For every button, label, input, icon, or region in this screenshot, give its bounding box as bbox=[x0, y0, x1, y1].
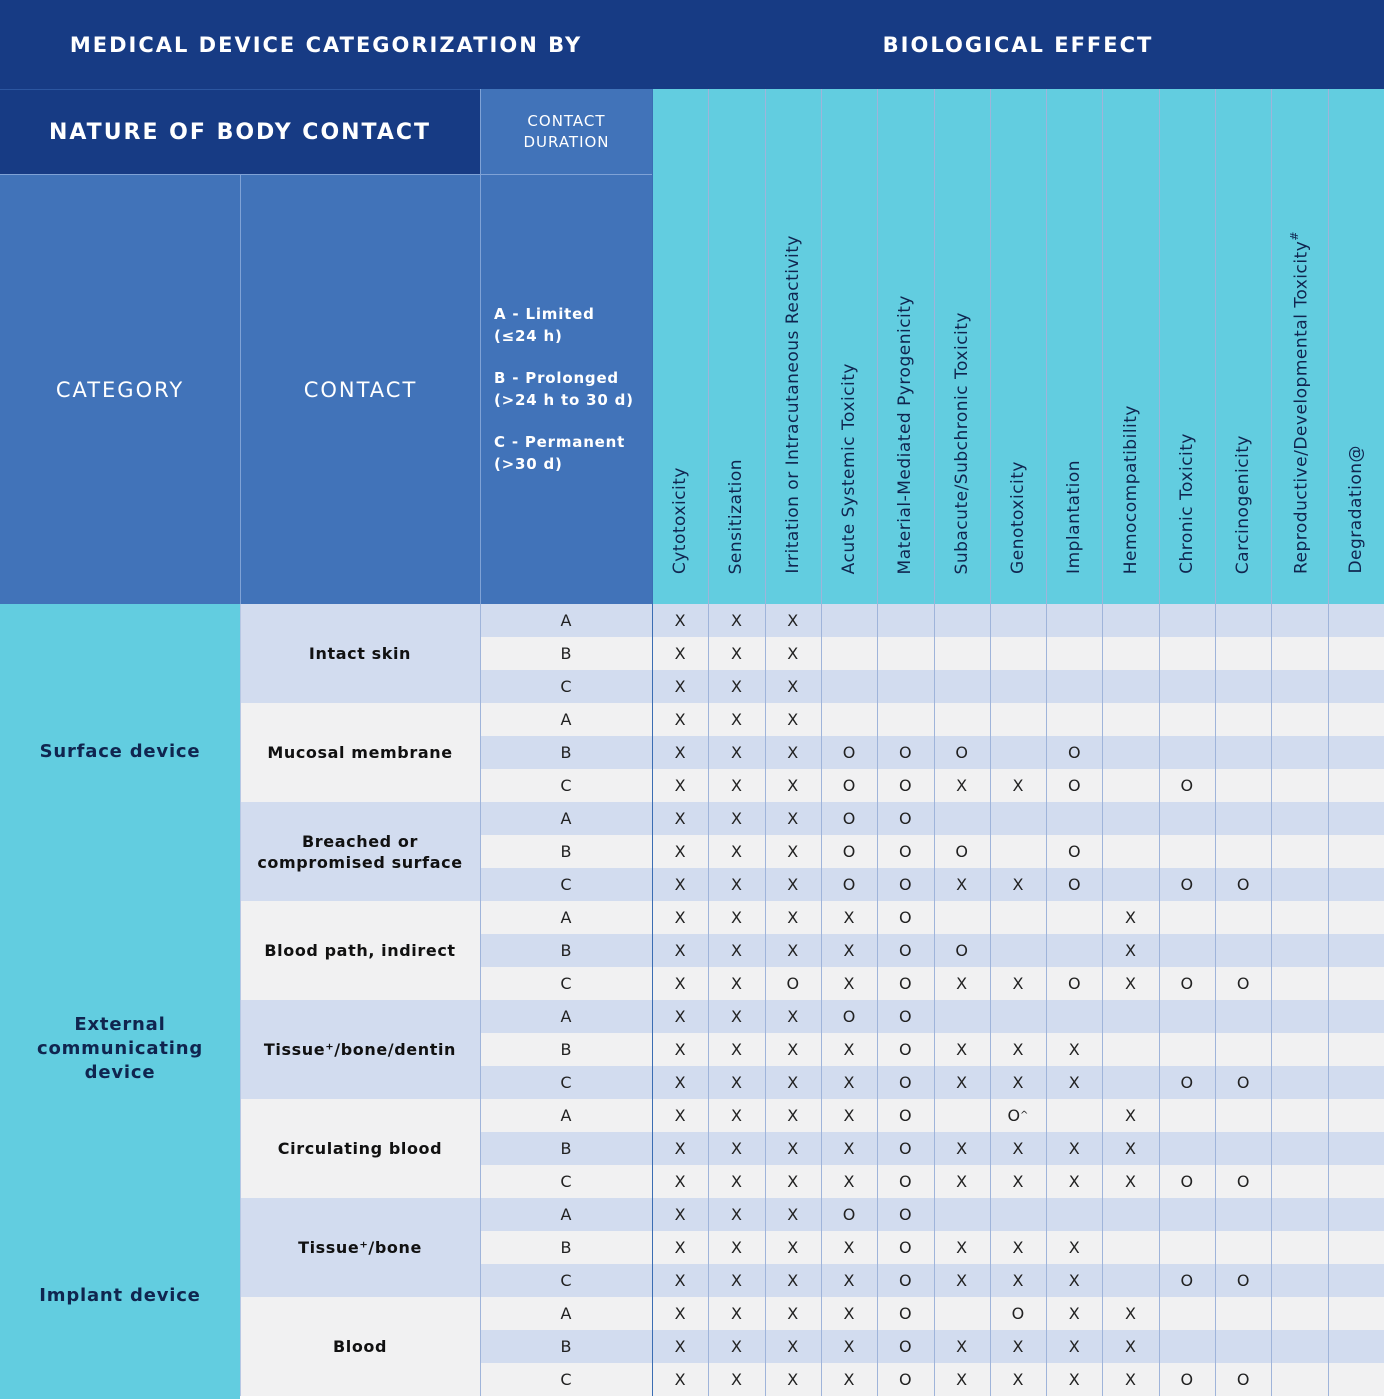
matrix-cell: O bbox=[1236, 875, 1250, 894]
duration-cell: B bbox=[560, 1238, 572, 1257]
matrix-cell: X bbox=[730, 1040, 742, 1059]
column-header-label: Carcinogenicity bbox=[1233, 434, 1254, 574]
grid-line bbox=[990, 89, 991, 1396]
contact-label: CONTACT bbox=[303, 377, 418, 402]
matrix-cell: X bbox=[787, 776, 799, 795]
legend-c-line1: C - Permanent bbox=[494, 433, 626, 451]
matrix-cell: X bbox=[843, 974, 855, 993]
matrix-cell: O bbox=[955, 743, 968, 762]
matrix-cell: X bbox=[730, 644, 742, 663]
column-header-implantation bbox=[1046, 89, 1102, 604]
legend-c-line2: (>30 d) bbox=[494, 455, 563, 473]
matrix-cell: O bbox=[1180, 1271, 1194, 1290]
matrix-cell: X bbox=[1068, 1172, 1080, 1191]
legend-b-line2: (>24 h to 30 d) bbox=[494, 391, 634, 409]
matrix-cell: X bbox=[956, 1337, 968, 1356]
matrix-cell: O bbox=[899, 1139, 912, 1158]
matrix-cell: X bbox=[1068, 1139, 1080, 1158]
nature-header bbox=[0, 89, 480, 174]
matrix-cell: X bbox=[1012, 1073, 1024, 1092]
column-header-label: Reproductive/Developmental Toxicity# bbox=[1287, 230, 1312, 574]
legend-a-line1: A - Limited bbox=[494, 305, 595, 323]
matrix-cell: X bbox=[1068, 1040, 1080, 1059]
column-header-chronic-toxicity bbox=[1159, 89, 1215, 604]
matrix-cell: X bbox=[1012, 875, 1024, 894]
column-header-irritation-or-intracutaneous-reactivity bbox=[765, 89, 821, 604]
column-header-genotoxicity bbox=[990, 89, 1046, 604]
matrix-cell: O bbox=[899, 1205, 912, 1224]
matrix-cell: X bbox=[956, 1370, 968, 1389]
matrix-cell: X bbox=[787, 710, 799, 729]
matrix-cell: O bbox=[899, 908, 912, 927]
matrix-cell: X bbox=[730, 1271, 742, 1290]
matrix-cell: X bbox=[787, 1304, 799, 1323]
matrix-cell: X bbox=[674, 1106, 686, 1125]
matrix-cell: X bbox=[674, 776, 686, 795]
contact-blood-path-indirect: Blood path, indirect bbox=[240, 901, 480, 1000]
grid-line bbox=[934, 89, 935, 1396]
matrix-cell: O bbox=[1236, 1271, 1250, 1290]
matrix-cell: O bbox=[1067, 776, 1081, 795]
matrix-cell: O bbox=[1180, 1073, 1194, 1092]
matrix-cell: X bbox=[1125, 1337, 1137, 1356]
matrix-cell: X bbox=[787, 1106, 799, 1125]
matrix-cell: X bbox=[1012, 1271, 1024, 1290]
grid-line bbox=[821, 89, 822, 1396]
column-header-label: Acute Systemic Toxicity bbox=[839, 362, 860, 574]
footnote-mark: # bbox=[1287, 230, 1301, 241]
duration-header bbox=[480, 89, 652, 174]
matrix-cell: O bbox=[899, 809, 912, 828]
matrix-cell: O bbox=[842, 875, 856, 894]
matrix-cell: X bbox=[843, 941, 855, 960]
matrix-cell: X bbox=[730, 875, 742, 894]
matrix-cell: X bbox=[1068, 1337, 1080, 1356]
matrix-cell: X bbox=[787, 1172, 799, 1191]
matrix-cell: O bbox=[955, 941, 968, 960]
column-header-material-mediated-pyrogenicity bbox=[877, 89, 933, 604]
column-header-label: Implantation bbox=[1064, 460, 1085, 574]
duration-cell: A bbox=[560, 611, 572, 630]
column-header-label: Material-Mediated Pyrogenicity bbox=[895, 294, 916, 574]
nature-title: NATURE OF BODY CONTACT bbox=[48, 119, 432, 145]
matrix-cell: X bbox=[1012, 974, 1024, 993]
contact-blood: Blood bbox=[240, 1297, 480, 1396]
header-right-title: BIOLOGICAL EFFECT bbox=[882, 32, 1154, 57]
matrix-cell: X bbox=[956, 974, 968, 993]
matrix-cell: X bbox=[674, 875, 686, 894]
matrix-cell: X bbox=[843, 1040, 855, 1059]
matrix-cell: O bbox=[899, 1106, 912, 1125]
matrix-cell: O bbox=[899, 743, 912, 762]
matrix-cell: X bbox=[730, 908, 742, 927]
matrix-cell: X bbox=[674, 1271, 686, 1290]
matrix-cell: O bbox=[899, 1007, 912, 1026]
category-label: CATEGORY bbox=[55, 377, 185, 402]
matrix-cell: X bbox=[956, 1271, 968, 1290]
duration-cell: A bbox=[560, 710, 572, 729]
duration-cell: C bbox=[560, 776, 572, 795]
matrix-cell: O bbox=[842, 842, 856, 861]
matrix-cell: X bbox=[1125, 1139, 1137, 1158]
grid-line bbox=[1159, 89, 1160, 1396]
duration-cell: B bbox=[560, 941, 572, 960]
duration-cell: C bbox=[560, 677, 572, 696]
matrix-cell: X bbox=[730, 809, 742, 828]
grid-line bbox=[240, 604, 241, 1396]
matrix-cell: O bbox=[1180, 1370, 1194, 1389]
matrix-cell: X bbox=[730, 776, 742, 795]
matrix-cell: O bbox=[1067, 743, 1081, 762]
matrix-cell: X bbox=[843, 1106, 855, 1125]
matrix-cell: X bbox=[674, 644, 686, 663]
column-header-hemocompatibility bbox=[1102, 89, 1158, 604]
matrix-cell: X bbox=[674, 1238, 686, 1257]
matrix-cell: X bbox=[1068, 1238, 1080, 1257]
matrix-cell: O bbox=[842, 743, 856, 762]
matrix-cell: O bbox=[899, 1073, 912, 1092]
matrix-cell: X bbox=[787, 1271, 799, 1290]
matrix-cell: O bbox=[842, 1007, 856, 1026]
matrix-cell: X bbox=[674, 1040, 686, 1059]
column-header-degradation bbox=[1328, 89, 1384, 604]
legend-b-line1: B - Prolonged bbox=[494, 369, 619, 387]
matrix-cell: O bbox=[899, 776, 912, 795]
category-header bbox=[0, 174, 240, 604]
contact-tissue-bone-dentin: Tissue⁺/bone/dentin bbox=[240, 1000, 480, 1099]
matrix-cell: X bbox=[787, 1238, 799, 1257]
matrix-cell: O bbox=[842, 1205, 856, 1224]
matrix-cell: X bbox=[730, 1139, 742, 1158]
duration-legend bbox=[480, 174, 652, 604]
duration-cell: B bbox=[560, 1139, 572, 1158]
legend-spacer bbox=[494, 411, 652, 431]
matrix-cell: X bbox=[730, 1304, 742, 1323]
duration-cell: C bbox=[560, 1271, 572, 1290]
column-header-label: Cytotoxicity bbox=[670, 466, 691, 574]
column-header-cytotoxicity bbox=[652, 89, 708, 604]
footnote-mark: ^ bbox=[1020, 1110, 1029, 1121]
duration-cell: A bbox=[560, 1007, 572, 1026]
matrix-cell: X bbox=[730, 1205, 742, 1224]
matrix-cell: X bbox=[787, 1007, 799, 1026]
matrix-cell: O bbox=[899, 974, 912, 993]
matrix-cell: X bbox=[674, 842, 686, 861]
matrix-cell: O bbox=[899, 842, 912, 861]
matrix-cell: X bbox=[787, 809, 799, 828]
matrix-cell: X bbox=[730, 710, 742, 729]
matrix-cell: X bbox=[1125, 974, 1137, 993]
matrix-cell: X bbox=[956, 1040, 968, 1059]
matrix-cell: X bbox=[730, 1007, 742, 1026]
duration-cell: C bbox=[560, 875, 572, 894]
legend-spacer bbox=[494, 347, 652, 367]
duration-cell: C bbox=[560, 1370, 572, 1389]
duration-cell: C bbox=[560, 1073, 572, 1092]
matrix-cell: X bbox=[674, 1007, 686, 1026]
duration-cell: B bbox=[560, 743, 572, 762]
matrix-cell: X bbox=[1012, 1370, 1024, 1389]
matrix-cell: X bbox=[674, 1205, 686, 1224]
category-surface-device: Surface device bbox=[39, 741, 201, 762]
matrix-cell: X bbox=[956, 1238, 968, 1257]
matrix-cell: X bbox=[674, 1370, 686, 1389]
duration-cell: A bbox=[560, 1205, 572, 1224]
matrix-cell: X bbox=[843, 908, 855, 927]
grid-line bbox=[1215, 89, 1216, 1396]
matrix-cell: X bbox=[1068, 1073, 1080, 1092]
contact-header bbox=[240, 174, 480, 604]
matrix-cell: O bbox=[899, 875, 912, 894]
matrix-cell: X bbox=[674, 809, 686, 828]
grid-line bbox=[1046, 89, 1047, 1396]
grid-line bbox=[708, 89, 709, 1396]
matrix-cell: X bbox=[787, 1040, 799, 1059]
matrix-cell: X bbox=[843, 1139, 855, 1158]
header-right-band bbox=[652, 0, 1384, 89]
matrix-cell: X bbox=[1012, 1139, 1024, 1158]
matrix-cell: X bbox=[730, 941, 742, 960]
matrix-cell: X bbox=[1012, 1040, 1024, 1059]
grid-line bbox=[480, 604, 481, 1396]
matrix-cell: X bbox=[787, 1073, 799, 1092]
matrix-cell: O bbox=[899, 1271, 912, 1290]
matrix-cell: O bbox=[1067, 974, 1081, 993]
matrix-cell: O bbox=[1180, 776, 1194, 795]
duration-cell: A bbox=[560, 1106, 572, 1125]
contact-mucosal-membrane: Mucosal membrane bbox=[240, 703, 480, 802]
matrix-cell: X bbox=[787, 1205, 799, 1224]
matrix-cell: X bbox=[1125, 1304, 1137, 1323]
matrix-cell: O bbox=[1236, 1073, 1250, 1092]
matrix-cell: X bbox=[1012, 1238, 1024, 1257]
matrix-cell: X bbox=[787, 842, 799, 861]
header-left-title: MEDICAL DEVICE CATEGORIZATION BY bbox=[69, 32, 583, 57]
matrix-cell: X bbox=[674, 743, 686, 762]
matrix-cell: X bbox=[730, 743, 742, 762]
matrix-cell: X bbox=[787, 1370, 799, 1389]
legend-a-line2: (≤24 h) bbox=[494, 327, 563, 345]
matrix-cell: O bbox=[1180, 875, 1194, 894]
matrix-cell: X bbox=[843, 1337, 855, 1356]
matrix-cell: X bbox=[787, 611, 799, 630]
grid-line bbox=[877, 89, 878, 1396]
matrix-cell: X bbox=[787, 908, 799, 927]
grid-line bbox=[652, 89, 653, 1396]
matrix-cell: O bbox=[842, 776, 856, 795]
column-header-label: Hemocompatibility bbox=[1120, 404, 1141, 574]
matrix-cell: O bbox=[1180, 974, 1194, 993]
matrix-cell: O bbox=[899, 1040, 912, 1059]
matrix-cell: X bbox=[674, 1073, 686, 1092]
matrix-cell: O bbox=[1236, 974, 1250, 993]
matrix-cell: X bbox=[956, 776, 968, 795]
duration-cell: B bbox=[560, 1040, 572, 1059]
matrix-cell: X bbox=[730, 842, 742, 861]
column-header-label: Subacute/Subchronic Toxicity bbox=[951, 311, 972, 574]
matrix-cell: X bbox=[1068, 1304, 1080, 1323]
matrix-cell: X bbox=[730, 1238, 742, 1257]
matrix-cell: O ^ bbox=[1007, 1106, 1029, 1125]
matrix-cell: X bbox=[1125, 1106, 1137, 1125]
grid-line bbox=[765, 89, 766, 1396]
column-header-label: Sensitization bbox=[726, 458, 747, 574]
duration-cell: B bbox=[560, 1337, 572, 1356]
grid-line bbox=[1328, 89, 1329, 1396]
column-header-subacute-subchronic-toxicity bbox=[934, 89, 990, 604]
duration-cell: A bbox=[560, 908, 572, 927]
matrix-cell: X bbox=[730, 1172, 742, 1191]
category-implant-device: Implant device bbox=[39, 1285, 201, 1306]
matrix-cell: X bbox=[1125, 941, 1137, 960]
matrix-cell: X bbox=[674, 611, 686, 630]
matrix-cell: X bbox=[730, 1073, 742, 1092]
matrix-cell: X bbox=[730, 974, 742, 993]
duration-cell: C bbox=[560, 974, 572, 993]
matrix-cell: X bbox=[674, 710, 686, 729]
matrix-cell: X bbox=[730, 1370, 742, 1389]
column-header-label: Irritation or Intracutaneous Reactivity bbox=[782, 235, 803, 574]
matrix-cell: O bbox=[899, 941, 912, 960]
column-header-carcinogenicity bbox=[1215, 89, 1271, 604]
matrix-cell: X bbox=[843, 1073, 855, 1092]
matrix-cell: X bbox=[674, 974, 686, 993]
matrix-cell: X bbox=[730, 611, 742, 630]
matrix-cell: X bbox=[1068, 1370, 1080, 1389]
matrix-cell: X bbox=[674, 908, 686, 927]
column-header-label: Chronic Toxicity bbox=[1176, 433, 1197, 574]
matrix-cell: X bbox=[843, 1172, 855, 1191]
matrix-cell: X bbox=[730, 1106, 742, 1125]
column-header-sensitization bbox=[708, 89, 764, 604]
matrix-cell: O bbox=[1236, 1370, 1250, 1389]
matrix-cell: X bbox=[674, 1304, 686, 1323]
matrix-cell: X bbox=[674, 1172, 686, 1191]
contact-breached-or-compromised-surface: Breached or compromised surface bbox=[240, 802, 480, 901]
matrix-cell: X bbox=[787, 743, 799, 762]
duration-title-line2: DURATION bbox=[523, 132, 610, 151]
matrix-cell: O bbox=[1067, 842, 1081, 861]
matrix-cell: X bbox=[674, 1139, 686, 1158]
matrix-cell: X bbox=[730, 1337, 742, 1356]
matrix-cell: X bbox=[843, 1370, 855, 1389]
matrix-cell: O bbox=[1180, 1172, 1194, 1191]
matrix-cell: O bbox=[899, 1370, 912, 1389]
duration-cell: C bbox=[560, 1172, 572, 1191]
matrix-cell: X bbox=[956, 1139, 968, 1158]
matrix-cell: X bbox=[1012, 1337, 1024, 1356]
matrix-cell: X bbox=[1068, 1271, 1080, 1290]
matrix-cell: X bbox=[956, 1073, 968, 1092]
matrix-cell: O bbox=[899, 1337, 912, 1356]
matrix-cell: X bbox=[843, 1304, 855, 1323]
matrix-cell: X bbox=[674, 1337, 686, 1356]
matrix-cell: X bbox=[787, 875, 799, 894]
column-header-label: Degradation@ bbox=[1345, 445, 1366, 574]
matrix-cell: X bbox=[956, 875, 968, 894]
matrix-cell: O bbox=[842, 809, 856, 828]
duration-cell: B bbox=[560, 644, 572, 663]
matrix-cell: X bbox=[843, 1238, 855, 1257]
matrix-cell: X bbox=[843, 1271, 855, 1290]
matrix-cell: X bbox=[787, 1139, 799, 1158]
matrix-cell: O bbox=[786, 974, 800, 993]
column-header-reproductive-developmental-toxicity bbox=[1271, 89, 1327, 604]
matrix-cell: O bbox=[1236, 1172, 1250, 1191]
matrix-cell: X bbox=[787, 677, 799, 696]
grid-line bbox=[1271, 89, 1272, 1396]
contact-intact-skin: Intact skin bbox=[240, 604, 480, 703]
contact-circulating-blood: Circulating blood bbox=[240, 1099, 480, 1198]
matrix-cell: X bbox=[1012, 776, 1024, 795]
matrix-cell: O bbox=[1011, 1304, 1025, 1323]
category-external-communicating-device: External communicating device bbox=[36, 1014, 204, 1083]
duration-cell: B bbox=[560, 842, 572, 861]
duration-title-line1: CONTACT bbox=[527, 111, 606, 130]
matrix-cell: X bbox=[674, 941, 686, 960]
matrix-cell: X bbox=[787, 644, 799, 663]
column-header-label: Genotoxicity bbox=[1007, 461, 1028, 574]
matrix-cell: O bbox=[1067, 875, 1081, 894]
duration-cell: A bbox=[560, 1304, 572, 1323]
matrix-cell: X bbox=[674, 677, 686, 696]
grid-line bbox=[1102, 89, 1103, 1396]
matrix-cell: X bbox=[730, 677, 742, 696]
matrix-cell: X bbox=[1125, 908, 1137, 927]
matrix-cell: O bbox=[899, 1304, 912, 1323]
matrix-cell: X bbox=[787, 1337, 799, 1356]
contact-tissue-bone: Tissue⁺/bone bbox=[240, 1198, 480, 1297]
column-header-acute-systemic-toxicity bbox=[821, 89, 877, 604]
matrix-cell: X bbox=[1012, 1172, 1024, 1191]
matrix-cell: X bbox=[1125, 1172, 1137, 1191]
matrix-cell: O bbox=[899, 1172, 912, 1191]
duration-cell: A bbox=[560, 809, 572, 828]
matrix-cell: O bbox=[899, 1238, 912, 1257]
matrix-cell: X bbox=[956, 1172, 968, 1191]
matrix-cell: X bbox=[1125, 1370, 1137, 1389]
header-left-band bbox=[0, 0, 652, 89]
matrix-cell: X bbox=[787, 941, 799, 960]
matrix-cell: O bbox=[955, 842, 968, 861]
